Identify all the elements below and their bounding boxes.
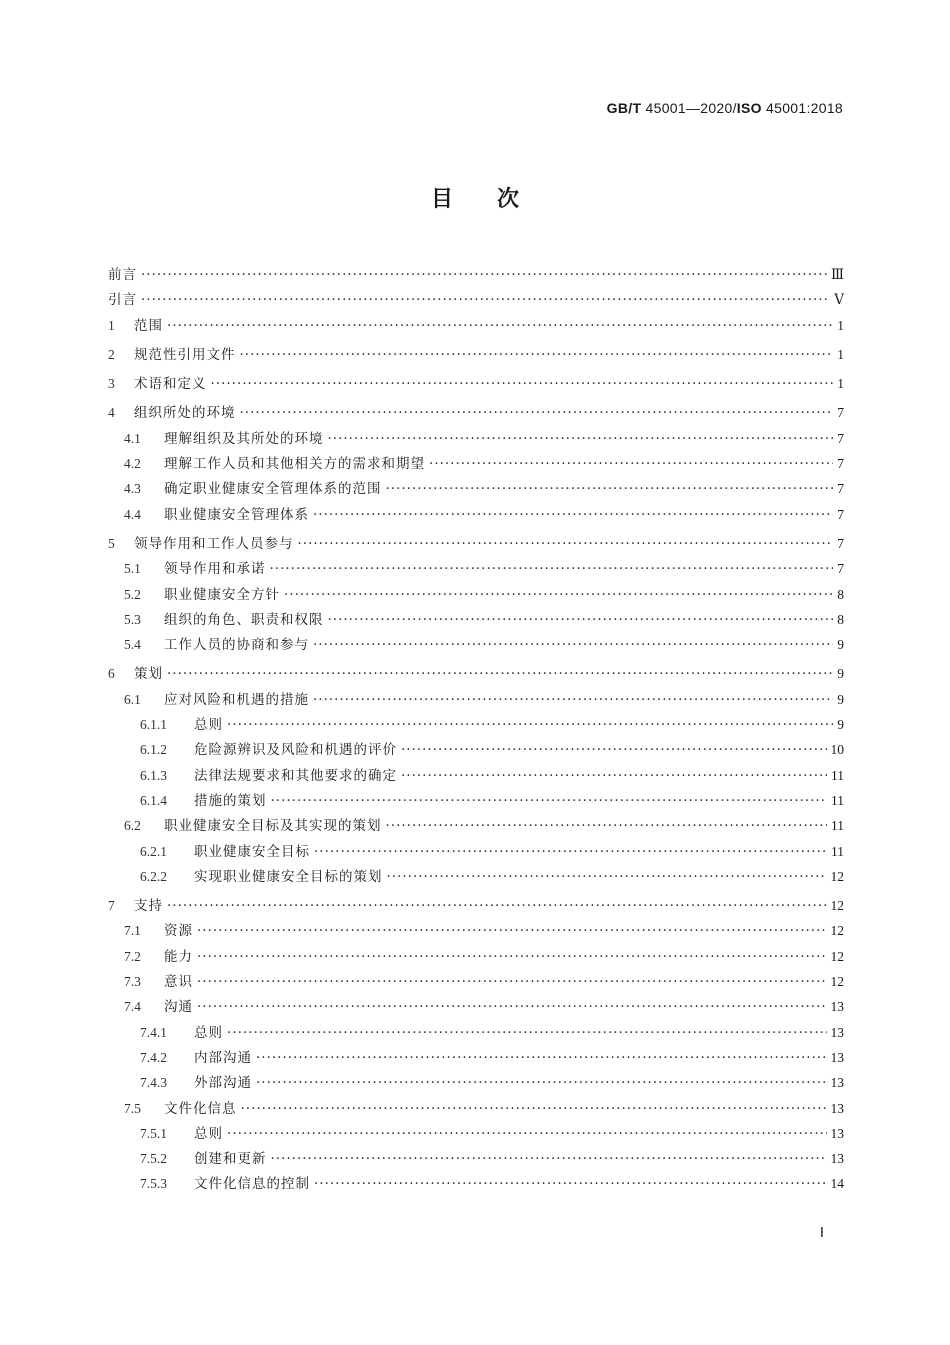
toc-leader-dots (167, 894, 827, 919)
table-of-contents (108, 262, 844, 1197)
toc-entry-label: 职业健康安全管理体系 (164, 506, 309, 523)
toc-entry-page: 8 (837, 611, 844, 627)
standard-code-number: 45001—2020/ (645, 100, 737, 116)
toc-entry[interactable] (108, 1070, 844, 1095)
toc-entry-number: 7.1 (124, 923, 141, 939)
toc-entry-label: 策划 (134, 666, 163, 683)
toc-entry-number: 7.4.2 (140, 1049, 167, 1065)
toc-entry-page: 7 (837, 506, 844, 522)
toc-entry-label: 组织的角色、职责和权限 (164, 611, 324, 628)
toc-leader-dots (298, 532, 834, 557)
toc-entry-page: 13 (830, 1151, 844, 1167)
toc-entry-label: 工作人员的协商和参与 (164, 637, 309, 654)
toc-entry-label: 总则 (194, 717, 223, 734)
toc-entry[interactable] (108, 839, 844, 864)
toc-entry-label: 危险源辨识及风险和机遇的评价 (194, 742, 397, 759)
toc-entry-label: 意识 (164, 974, 193, 991)
toc-entry-label: 职业健康安全目标及其实现的策划 (164, 818, 382, 835)
toc-entry-page: 13 (830, 1125, 844, 1141)
toc-leader-dots (401, 764, 827, 789)
toc-entry[interactable] (108, 1121, 844, 1146)
toc-entry[interactable] (108, 893, 844, 918)
toc-entry-number: 6.1.3 (140, 767, 167, 783)
toc-entry-page: 9 (837, 666, 844, 682)
toc-entry[interactable] (108, 502, 844, 527)
toc-entry-label: 确定职业健康安全管理体系的范围 (164, 481, 382, 498)
toc-entry-number: 6.1.2 (140, 742, 167, 758)
toc-leader-dots (256, 1071, 827, 1096)
toc-entry[interactable] (108, 476, 844, 501)
standard-code-iso: ISO (736, 100, 762, 116)
toc-entry[interactable] (108, 556, 844, 581)
toc-entry-number: 4.3 (124, 481, 141, 497)
toc-entry[interactable] (108, 400, 844, 425)
toc-entry[interactable] (108, 313, 844, 338)
toc-leader-dots (241, 1097, 827, 1122)
toc-entry-page: 13 (830, 1049, 844, 1065)
toc-entry-number: 7.5.1 (140, 1125, 167, 1141)
toc-entry-label: 引言 (108, 292, 137, 309)
toc-entry-number: 7.5.2 (140, 1151, 167, 1167)
toc-entry-page: 8 (837, 586, 844, 602)
toc-entry-page: 7 (837, 405, 844, 421)
toc-entry[interactable] (108, 451, 844, 476)
toc-entry-page: 13 (830, 1075, 844, 1091)
toc-entry-number: 7.4.3 (140, 1075, 167, 1091)
toc-leader-dots (313, 633, 833, 658)
toc-entry-number: 2 (108, 346, 115, 362)
toc-entry-number: 7.4.1 (140, 1024, 167, 1040)
page-number: Ⅰ (819, 1226, 824, 1241)
toc-leader-dots (141, 288, 830, 313)
toc-entry[interactable] (108, 531, 844, 556)
toc-entry-number: 4.2 (124, 456, 141, 472)
toc-entry-label: 总则 (194, 1024, 223, 1041)
toc-leader-dots (387, 865, 827, 890)
toc-entry[interactable] (108, 371, 844, 396)
toc-entry[interactable] (108, 1171, 844, 1196)
toc-leader-dots (328, 608, 834, 633)
toc-entry-number: 5.4 (124, 637, 141, 653)
toc-leader-dots (227, 1122, 827, 1147)
toc-entry-number: 6.2.2 (140, 868, 167, 884)
toc-entry[interactable] (108, 687, 844, 712)
toc-entry-page: 12 (830, 948, 844, 964)
toc-leader-dots (313, 688, 833, 713)
toc-leader-dots (271, 789, 828, 814)
toc-entry[interactable] (108, 737, 844, 762)
toc-leader-dots (313, 503, 833, 528)
toc-entry-number: 4.1 (124, 430, 141, 446)
toc-entry-page: 1 (837, 317, 844, 333)
toc-entry-number: 6 (108, 666, 115, 682)
toc-entry-page: 12 (830, 868, 844, 884)
toc-entry[interactable] (108, 813, 844, 838)
toc-entry-number: 7.2 (124, 948, 141, 964)
toc-leader-dots (141, 263, 827, 288)
toc-leader-dots (386, 477, 834, 502)
toc-entry-label: 措施的策划 (194, 792, 267, 809)
standard-code-iso-number: 45001:2018 (766, 100, 843, 116)
toc-entry-page: 11 (831, 818, 844, 834)
toc-entry-page: 9 (837, 637, 844, 653)
toc-entry-page: 14 (830, 1176, 844, 1192)
toc-entry[interactable] (108, 712, 844, 737)
toc-entry-label: 资源 (164, 923, 193, 940)
toc-entry-page: 7 (837, 481, 844, 497)
toc-entry-page: 7 (837, 561, 844, 577)
toc-entry-label: 理解组织及其所处的环境 (164, 430, 324, 447)
toc-entry-number: 5.3 (124, 611, 141, 627)
toc-leader-dots (271, 1147, 827, 1172)
toc-entry[interactable] (108, 426, 844, 451)
page-title: 目次 (430, 186, 563, 212)
toc-leader-dots (328, 427, 834, 452)
toc-entry-page: 11 (831, 767, 844, 783)
toc-entry-label: 创建和更新 (194, 1151, 267, 1168)
toc-entry-label: 文件化信息 (164, 1100, 237, 1117)
toc-leader-dots (197, 919, 827, 944)
toc-leader-dots (270, 557, 834, 582)
toc-leader-dots (429, 452, 833, 477)
toc-entry-page: 9 (837, 717, 844, 733)
toc-entry-page: Ⅴ (834, 292, 844, 308)
toc-entry[interactable] (108, 1045, 844, 1070)
toc-leader-dots (401, 738, 827, 763)
toc-entry[interactable] (108, 944, 844, 969)
toc-entry[interactable] (108, 763, 844, 788)
toc-entry-page: 12 (830, 923, 844, 939)
toc-entry[interactable] (108, 342, 844, 367)
toc-entry-label: 支持 (134, 898, 163, 915)
toc-entry-number: 5 (108, 535, 115, 551)
toc-entry[interactable] (108, 582, 844, 607)
toc-entry-page: 13 (830, 999, 844, 1015)
toc-entry-number: 6.2.1 (140, 843, 167, 859)
toc-entry-page: 7 (837, 430, 844, 446)
toc-leader-dots (167, 662, 833, 687)
toc-entry[interactable] (108, 788, 844, 813)
toc-entry-number: 5.1 (124, 561, 141, 577)
toc-entry-label: 总则 (194, 1125, 223, 1142)
toc-entry-number: 1 (108, 317, 115, 333)
toc-leader-dots (197, 945, 827, 970)
toc-entry-label: 领导作用和承诺 (164, 561, 266, 578)
toc-entry-number: 7.5 (124, 1100, 141, 1116)
toc-entry-number: 5.2 (124, 586, 141, 602)
toc-leader-dots (314, 840, 827, 865)
toc-leader-dots (227, 713, 833, 738)
toc-entry-label: 外部沟通 (194, 1075, 252, 1092)
toc-entry-number: 7.4 (124, 999, 141, 1015)
toc-entry-label: 实现职业健康安全目标的策划 (194, 868, 383, 885)
toc-entry[interactable] (108, 1096, 844, 1121)
toc-entry-label: 应对风险和机遇的措施 (164, 691, 309, 708)
toc-entry[interactable] (108, 1146, 844, 1171)
toc-entry-label: 前言 (108, 267, 137, 283)
toc-leader-dots (167, 314, 833, 339)
toc-entry-page: 11 (831, 843, 844, 859)
toc-entry-label: 领导作用和工作人员参与 (134, 535, 294, 552)
toc-entry[interactable] (108, 994, 844, 1019)
toc-entry-label: 法律法规要求和其他要求的确定 (194, 767, 397, 784)
toc-entry-page: Ⅲ (830, 267, 844, 282)
toc-entry-number: 4.4 (124, 506, 141, 522)
standard-code-prefix: GB/T (606, 100, 642, 116)
toc-entry-page: 12 (830, 974, 844, 990)
toc-entry-label: 能力 (164, 948, 193, 965)
toc-entry[interactable] (108, 918, 844, 943)
toc-entry-label: 范围 (134, 317, 163, 334)
toc-entry[interactable] (108, 632, 844, 657)
toc-entry-label: 规范性引用文件 (134, 346, 236, 363)
toc-entry-page: 12 (830, 898, 844, 914)
toc-entry-number: 7.5.3 (140, 1176, 167, 1192)
standard-code (607, 100, 843, 116)
toc-leader-dots (197, 995, 827, 1020)
toc-entry[interactable] (108, 864, 844, 889)
toc-leader-dots (256, 1046, 827, 1071)
toc-entry-number: 6.2 (124, 818, 141, 834)
toc-entry-number: 6.1.1 (140, 717, 167, 733)
toc-entry-number: 6.1 (124, 691, 141, 707)
toc-entry-label: 内部沟通 (194, 1049, 252, 1066)
toc-entry-page: 10 (830, 742, 844, 758)
toc-leader-dots (240, 401, 834, 426)
toc-leader-dots (386, 814, 828, 839)
toc-entry-number: 7.3 (124, 974, 141, 990)
toc-entry-label: 沟通 (164, 999, 193, 1016)
toc-entry-number: 3 (108, 376, 115, 392)
toc-leader-dots (211, 372, 834, 397)
toc-entry[interactable] (108, 1020, 844, 1045)
toc-entry-label: 职业健康安全目标 (194, 843, 310, 860)
toc-entry[interactable] (108, 287, 844, 312)
toc-entry-page: 13 (830, 1024, 844, 1040)
toc-leader-dots (284, 583, 833, 608)
toc-entry-page: 7 (837, 535, 844, 551)
toc-entry[interactable] (108, 607, 844, 632)
toc-entry-page: 9 (837, 691, 844, 707)
toc-entry-page: 1 (837, 346, 844, 362)
toc-entry-number: 6.1.4 (140, 792, 167, 808)
toc-entry-label: 组织所处的环境 (134, 405, 236, 422)
toc-entry-page: 13 (830, 1100, 844, 1116)
toc-entry[interactable] (108, 262, 844, 287)
toc-leader-dots (314, 1172, 827, 1197)
toc-leader-dots (240, 343, 834, 368)
toc-entry-number: 4 (108, 405, 115, 421)
toc-leader-dots (197, 970, 827, 995)
toc-entry-number: 7 (108, 898, 115, 914)
toc-entry[interactable] (108, 661, 844, 686)
toc-leader-dots (227, 1021, 827, 1046)
toc-entry-label: 文件化信息的控制 (194, 1176, 310, 1193)
toc-entry[interactable] (108, 969, 844, 994)
toc-entry-label: 术语和定义 (134, 376, 207, 393)
toc-entry-page: 1 (837, 376, 844, 392)
toc-entry-page: 11 (831, 792, 844, 808)
toc-entry-page: 7 (837, 456, 844, 472)
toc-entry-label: 职业健康安全方针 (164, 586, 280, 603)
toc-entry-label: 理解工作人员和其他相关方的需求和期望 (164, 456, 425, 473)
